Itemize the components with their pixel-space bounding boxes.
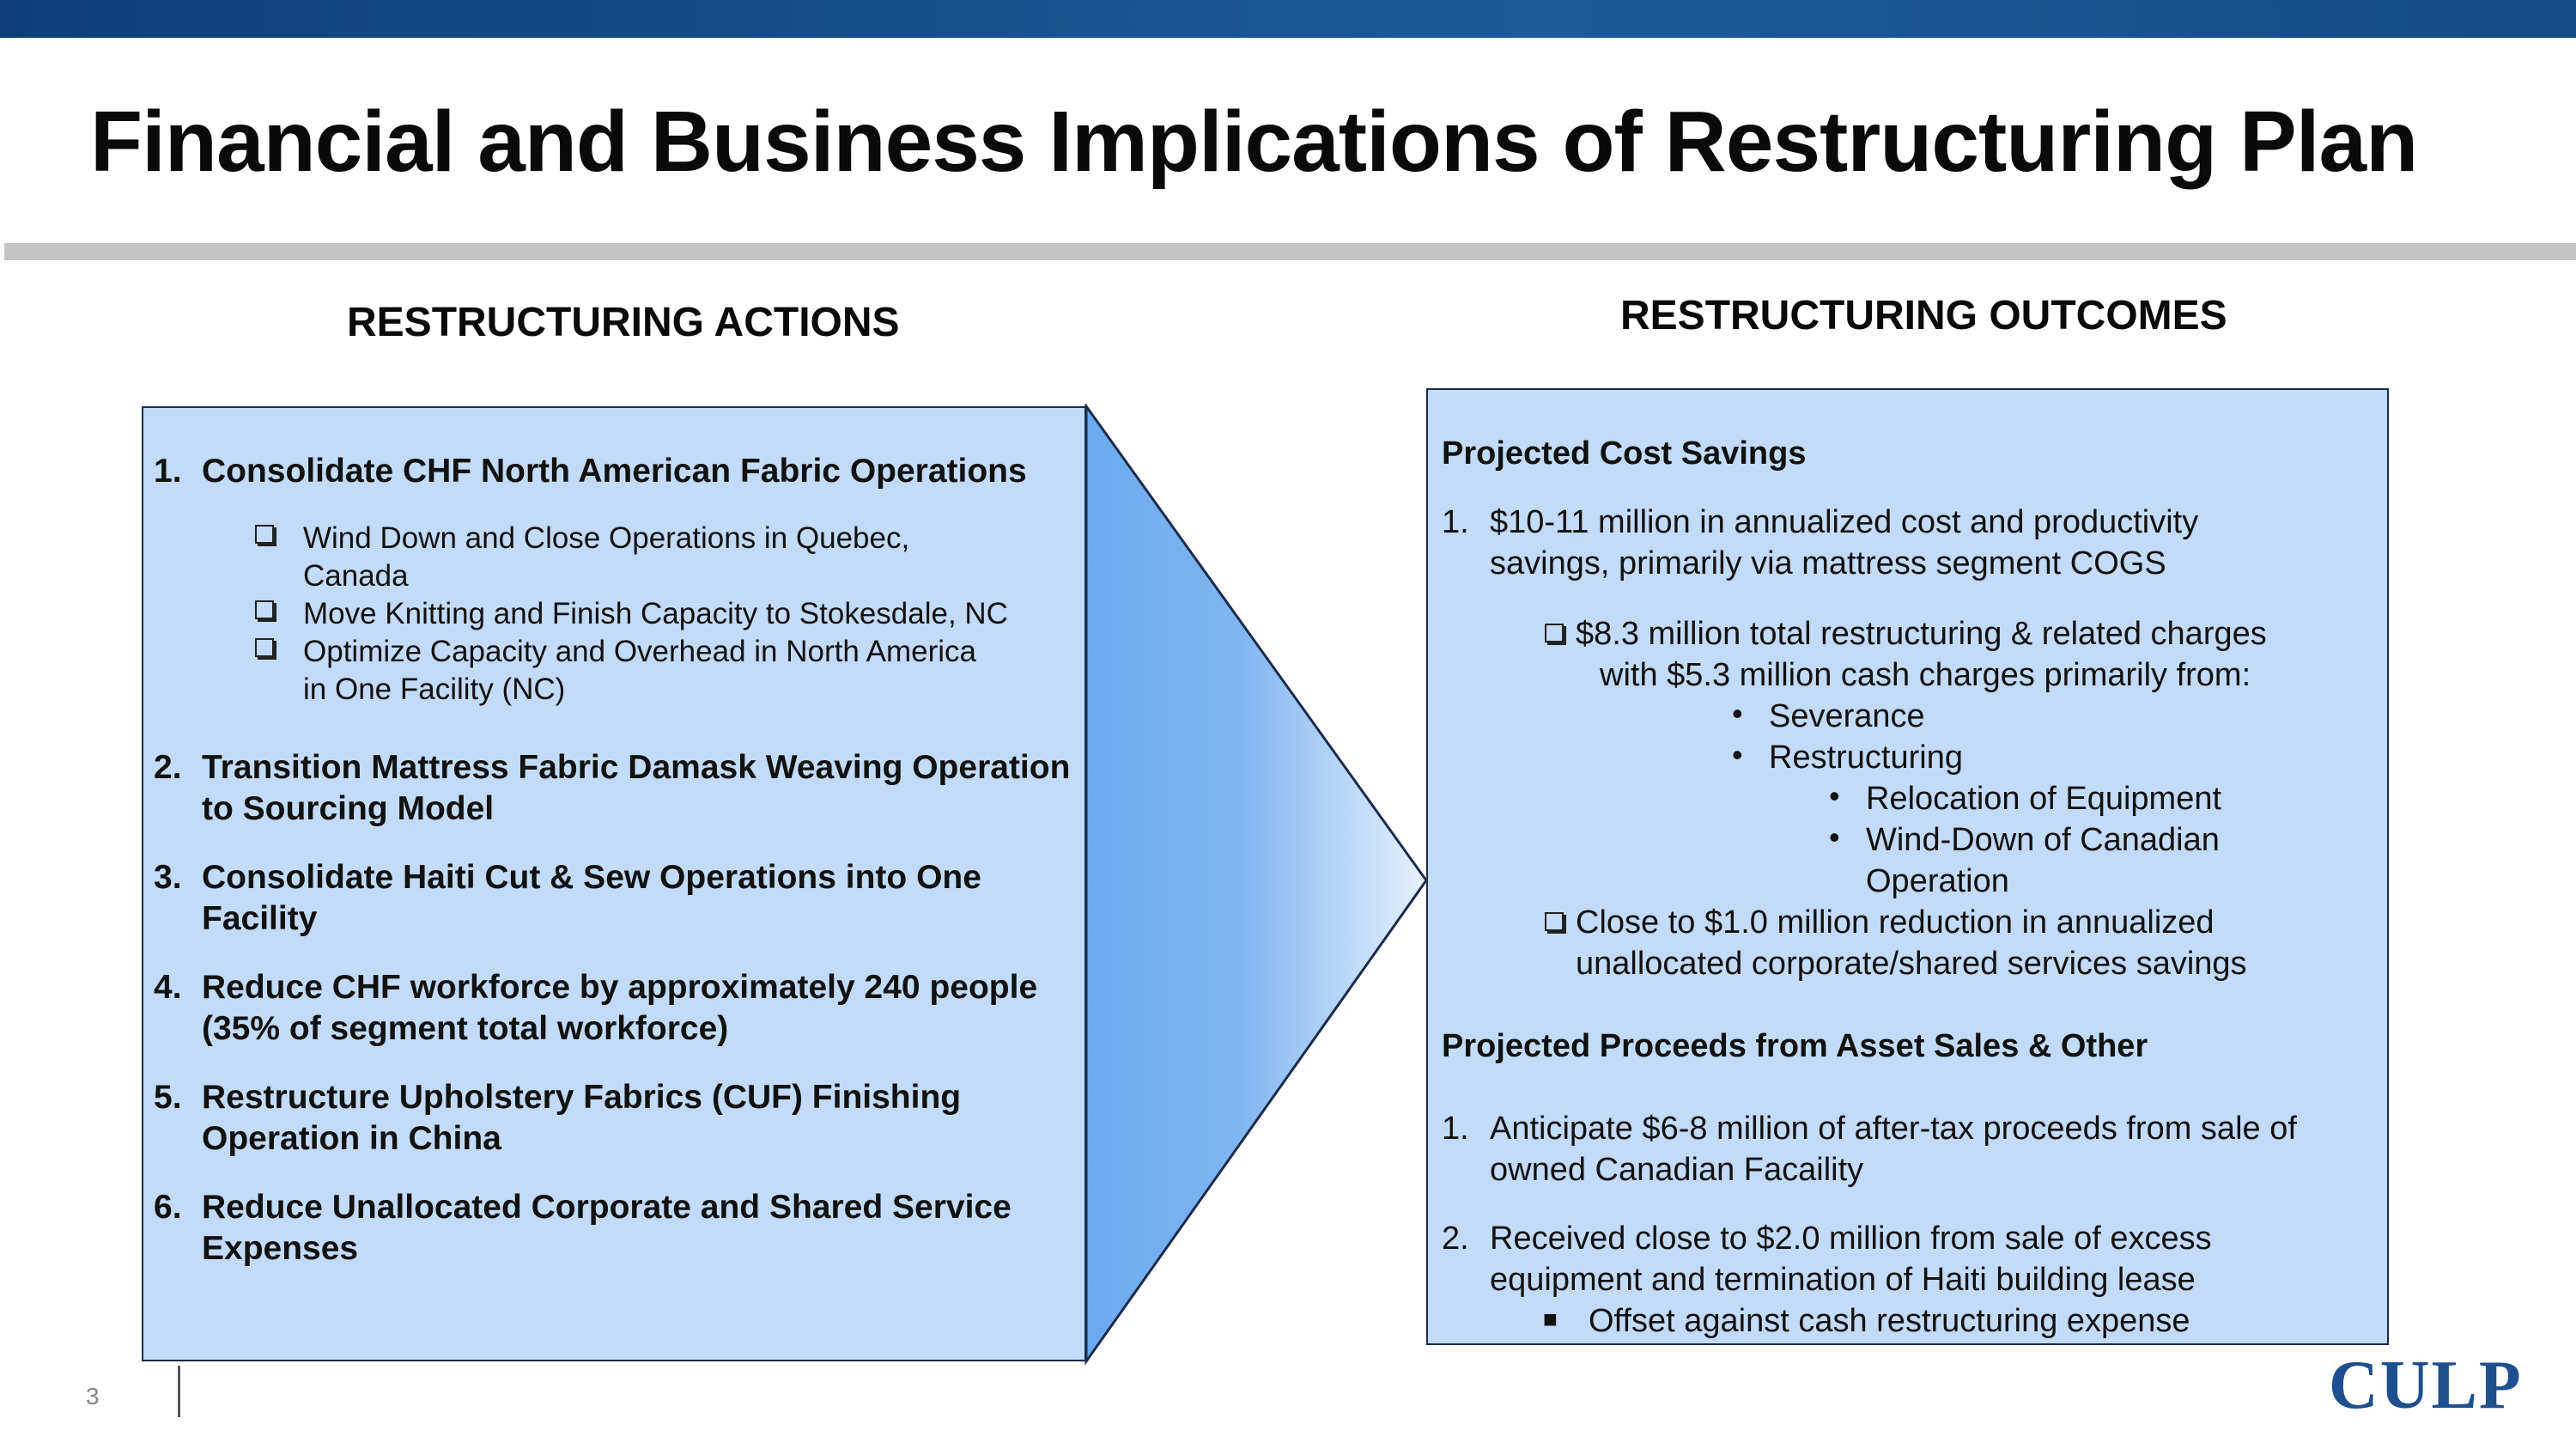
outcomes-box [1426, 388, 2389, 1345]
reduction-line: unallocated corporate/shared services savings [1576, 946, 2247, 982]
actions-box [142, 406, 1086, 1361]
charges-line: $8.3 million total restructuring & related charges [1576, 616, 2267, 652]
relocation-item: Relocation of Equipment [1866, 781, 2222, 817]
proceeds-number: 2. [1442, 1221, 1469, 1257]
checkbox-bullet-icon [255, 600, 274, 619]
offset-item: Offset against cash restructuring expense [1589, 1303, 2190, 1339]
savings-number: 1. [1442, 504, 1469, 540]
action-item-1: 1. Consolidate CHF North American Fabric Operations [154, 453, 1027, 490]
action-item-4: 4. Reduce CHF workforce by approximately 240 people (35% of segment total workforce) [154, 969, 1038, 1047]
square-bullet-icon: ■ [1543, 1306, 1558, 1332]
sub-item: Move Knitting and Finish Capacity to Stokesdale, NC [255, 595, 1008, 633]
savings-heading: Projected Cost Savings [1442, 435, 1807, 472]
top-banner [0, 0, 2576, 38]
reduction-line: Close to $1.0 million reduction in annualized [1576, 904, 2215, 941]
transition-arrow-icon [1084, 404, 1437, 1366]
proceeds-line: equipment and termination of Haiti building lease [1490, 1262, 2196, 1298]
action-item-6: 6. Reduce Unallocated Corporate and Shared Service Expenses [154, 1189, 1012, 1267]
action-text: Consolidate CHF North American Fabric Operations [202, 453, 1027, 490]
action-item-3: 3. Consolidate Haiti Cut & Sew Operations into One Facility [154, 859, 981, 937]
proceeds-line: Anticipate $6-8 million of after-tax proceeds from sale of [1490, 1111, 2297, 1147]
title-divider [4, 243, 2576, 260]
action-item-5: 5. Restructure Upholstery Fabrics (CUF) Finishing Operation in China [154, 1079, 962, 1157]
checkbox-bullet-icon [1545, 624, 1564, 642]
checkbox-bullet-icon [255, 525, 274, 544]
action-1-sublist [255, 520, 1008, 709]
proceeds-line: Received close to $2.0 million from sale of excess [1490, 1221, 2212, 1257]
sub-item: Optimize Capacity and Overhead in North America in One Facility (NC) [255, 633, 1008, 709]
savings-line: $10-11 million in annualized cost and productivity [1490, 504, 2199, 540]
sub-item: Wind Down and Close Operations in Quebec, Canada [255, 520, 1008, 595]
charges-line: with $5.3 million cash charges primarily from: [1600, 657, 2251, 693]
bullet-icon: • [1732, 696, 1743, 731]
actions-heading: RESTRUCTURING ACTIONS [347, 300, 900, 345]
proceeds-heading: Projected Proceeds from Asset Sales & Other [1442, 1028, 2148, 1064]
restructuring-item: Restructuring [1769, 740, 1963, 776]
bullet-icon: • [1732, 737, 1743, 772]
winddown-item: Operation [1866, 863, 2009, 899]
page-title: Financial and Business Implications of Restructuring Plan [90, 94, 2418, 190]
footer-divider [178, 1366, 180, 1417]
checkbox-bullet-icon [255, 638, 274, 657]
savings-line: savings, primarily via mattress segment COGS [1490, 545, 2166, 581]
bullet-icon: • [1829, 819, 1840, 855]
severance-item: Severance [1769, 698, 1925, 734]
culp-logo: CULP [2329, 1348, 2523, 1423]
action-item-2: 2. Transition Mattress Fabric Damask Weaving Operation to Sourcing Model [154, 749, 1071, 827]
winddown-item: Wind-Down of Canadian [1866, 822, 2220, 858]
page-number: 3 [86, 1383, 100, 1409]
proceeds-line: owned Canadian Facaility [1490, 1152, 1864, 1188]
checkbox-bullet-icon [1545, 912, 1564, 931]
bullet-icon: • [1829, 778, 1840, 813]
outcomes-heading: RESTRUCTURING OUTCOMES [1620, 293, 2227, 338]
proceeds-number: 1. [1442, 1111, 1469, 1147]
